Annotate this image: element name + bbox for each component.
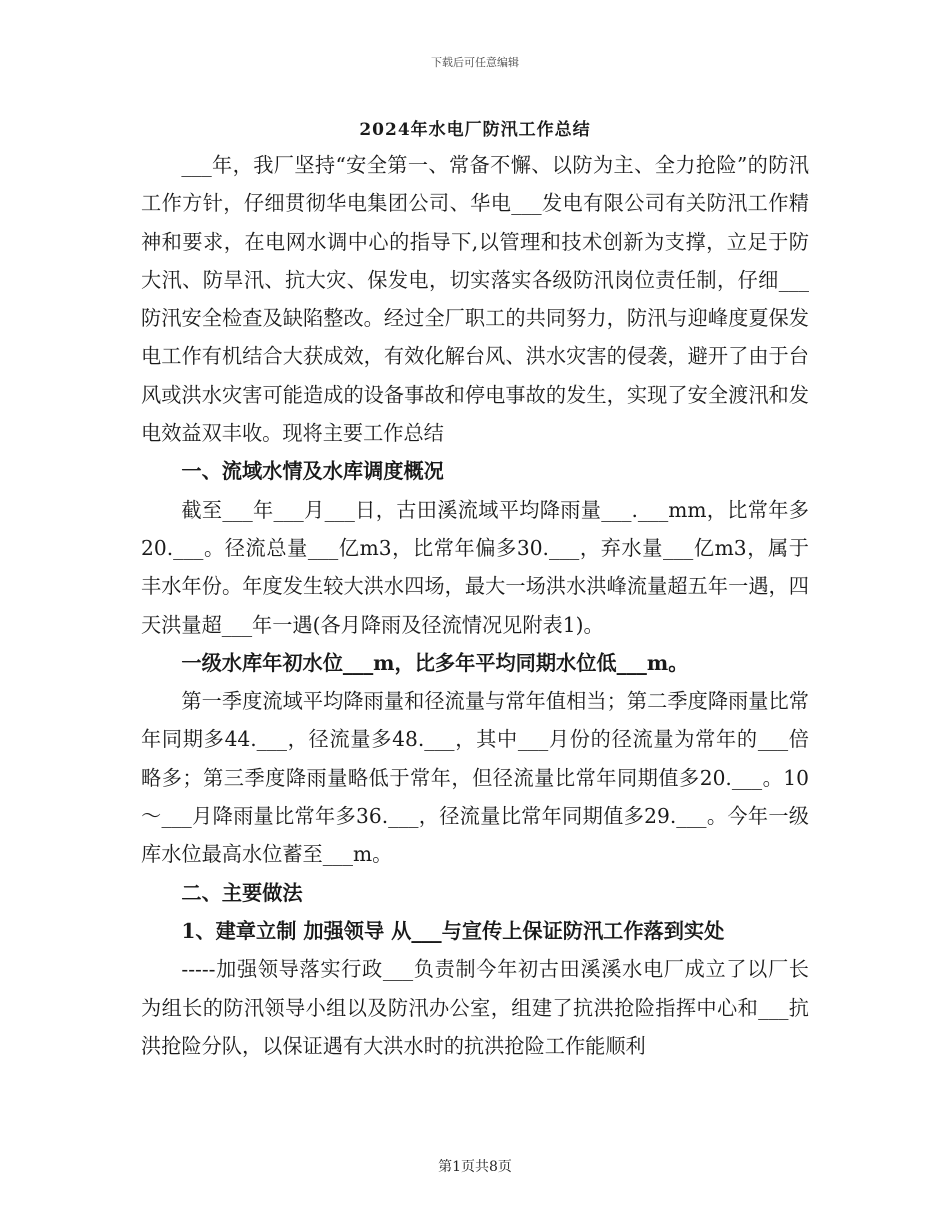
paragraph-intro: ___年，我厂坚持“安全第一、常备不懈、以防为主、全力抢险”的防汛工作方针，仔细贯彻华电集团公司、华电___发电有限公司有关防汛工作精神和要求，在电网水调中心的指导下,以管理和技术创新为支撑，立足于防大汛、防旱汛、抗大灾、保发电，切实落实各级防汛岗位责任制，仔细___防汛安全检查及缺陷整改。经过全厂职工的共同努力，防汛与迎峰度夏保发电工作有机结合大获成效，有效化解台风、洪水灾害的侵袭，避开了由于台风或洪水灾害可能造成的设备事故和停电事故的发生，实现了安全渡汛和发电效益双丰收。现将主要工作总结: [141, 153, 809, 446]
paragraph-quarterly: 第一季度流域平均降雨量和径流量与常年值相当；第二季度降雨量比常年同期多44.___，径流量多48.___，其中___月份的径流量为常年的___倍略多；第三季度降雨量略低于常年，但径流量比常年同期值多20.___。10～___月降雨量比常年多36.___，径流量比常年同期值多29.___。今年一级库水位最高水位蓄至___m。: [141, 689, 809, 867]
subsection-heading-1: 1、建章立制 加强领导 从___与宣传上保证防汛工作落到实处: [181, 918, 725, 943]
document-body: [141, 146, 809, 1065]
paragraph-leadership: -----加强领导落实行政___负责制今年初古田溪溪水电厂成立了以厂长为组长的防汛领导小组以及防汛办公室，组建了抗洪抢险指挥中心和___抗洪抢险分队，以保证遇有大洪水时的抗洪抢险工作能顺利: [141, 957, 809, 1058]
page-number: 第1页共8页: [438, 1159, 512, 1175]
page-header: 下载后可任意编辑: [431, 56, 519, 69]
document-title: 2024年水电厂防汛工作总结: [359, 120, 591, 140]
section-heading-1: 一、流域水情及水库调度概况: [181, 459, 444, 484]
reservoir-level-heading: 一级水库年初水位___m，比多年平均同期水位低___m。: [181, 650, 689, 675]
paragraph-rainfall: 截至___年___月___日，古田溪流域平均降雨量___.___mm，比常年多20.___。径流总量___亿m3，比常年偏多30.___，弃水量___亿m3，属于丰水年份。年度发生较大洪水四场，最大一场洪水洪峰流量超五年一遇，四天洪量超___年一遇(各月降雨及径流情况见附表1)。: [141, 497, 809, 637]
section-heading-2: 二、主要做法: [181, 880, 303, 905]
